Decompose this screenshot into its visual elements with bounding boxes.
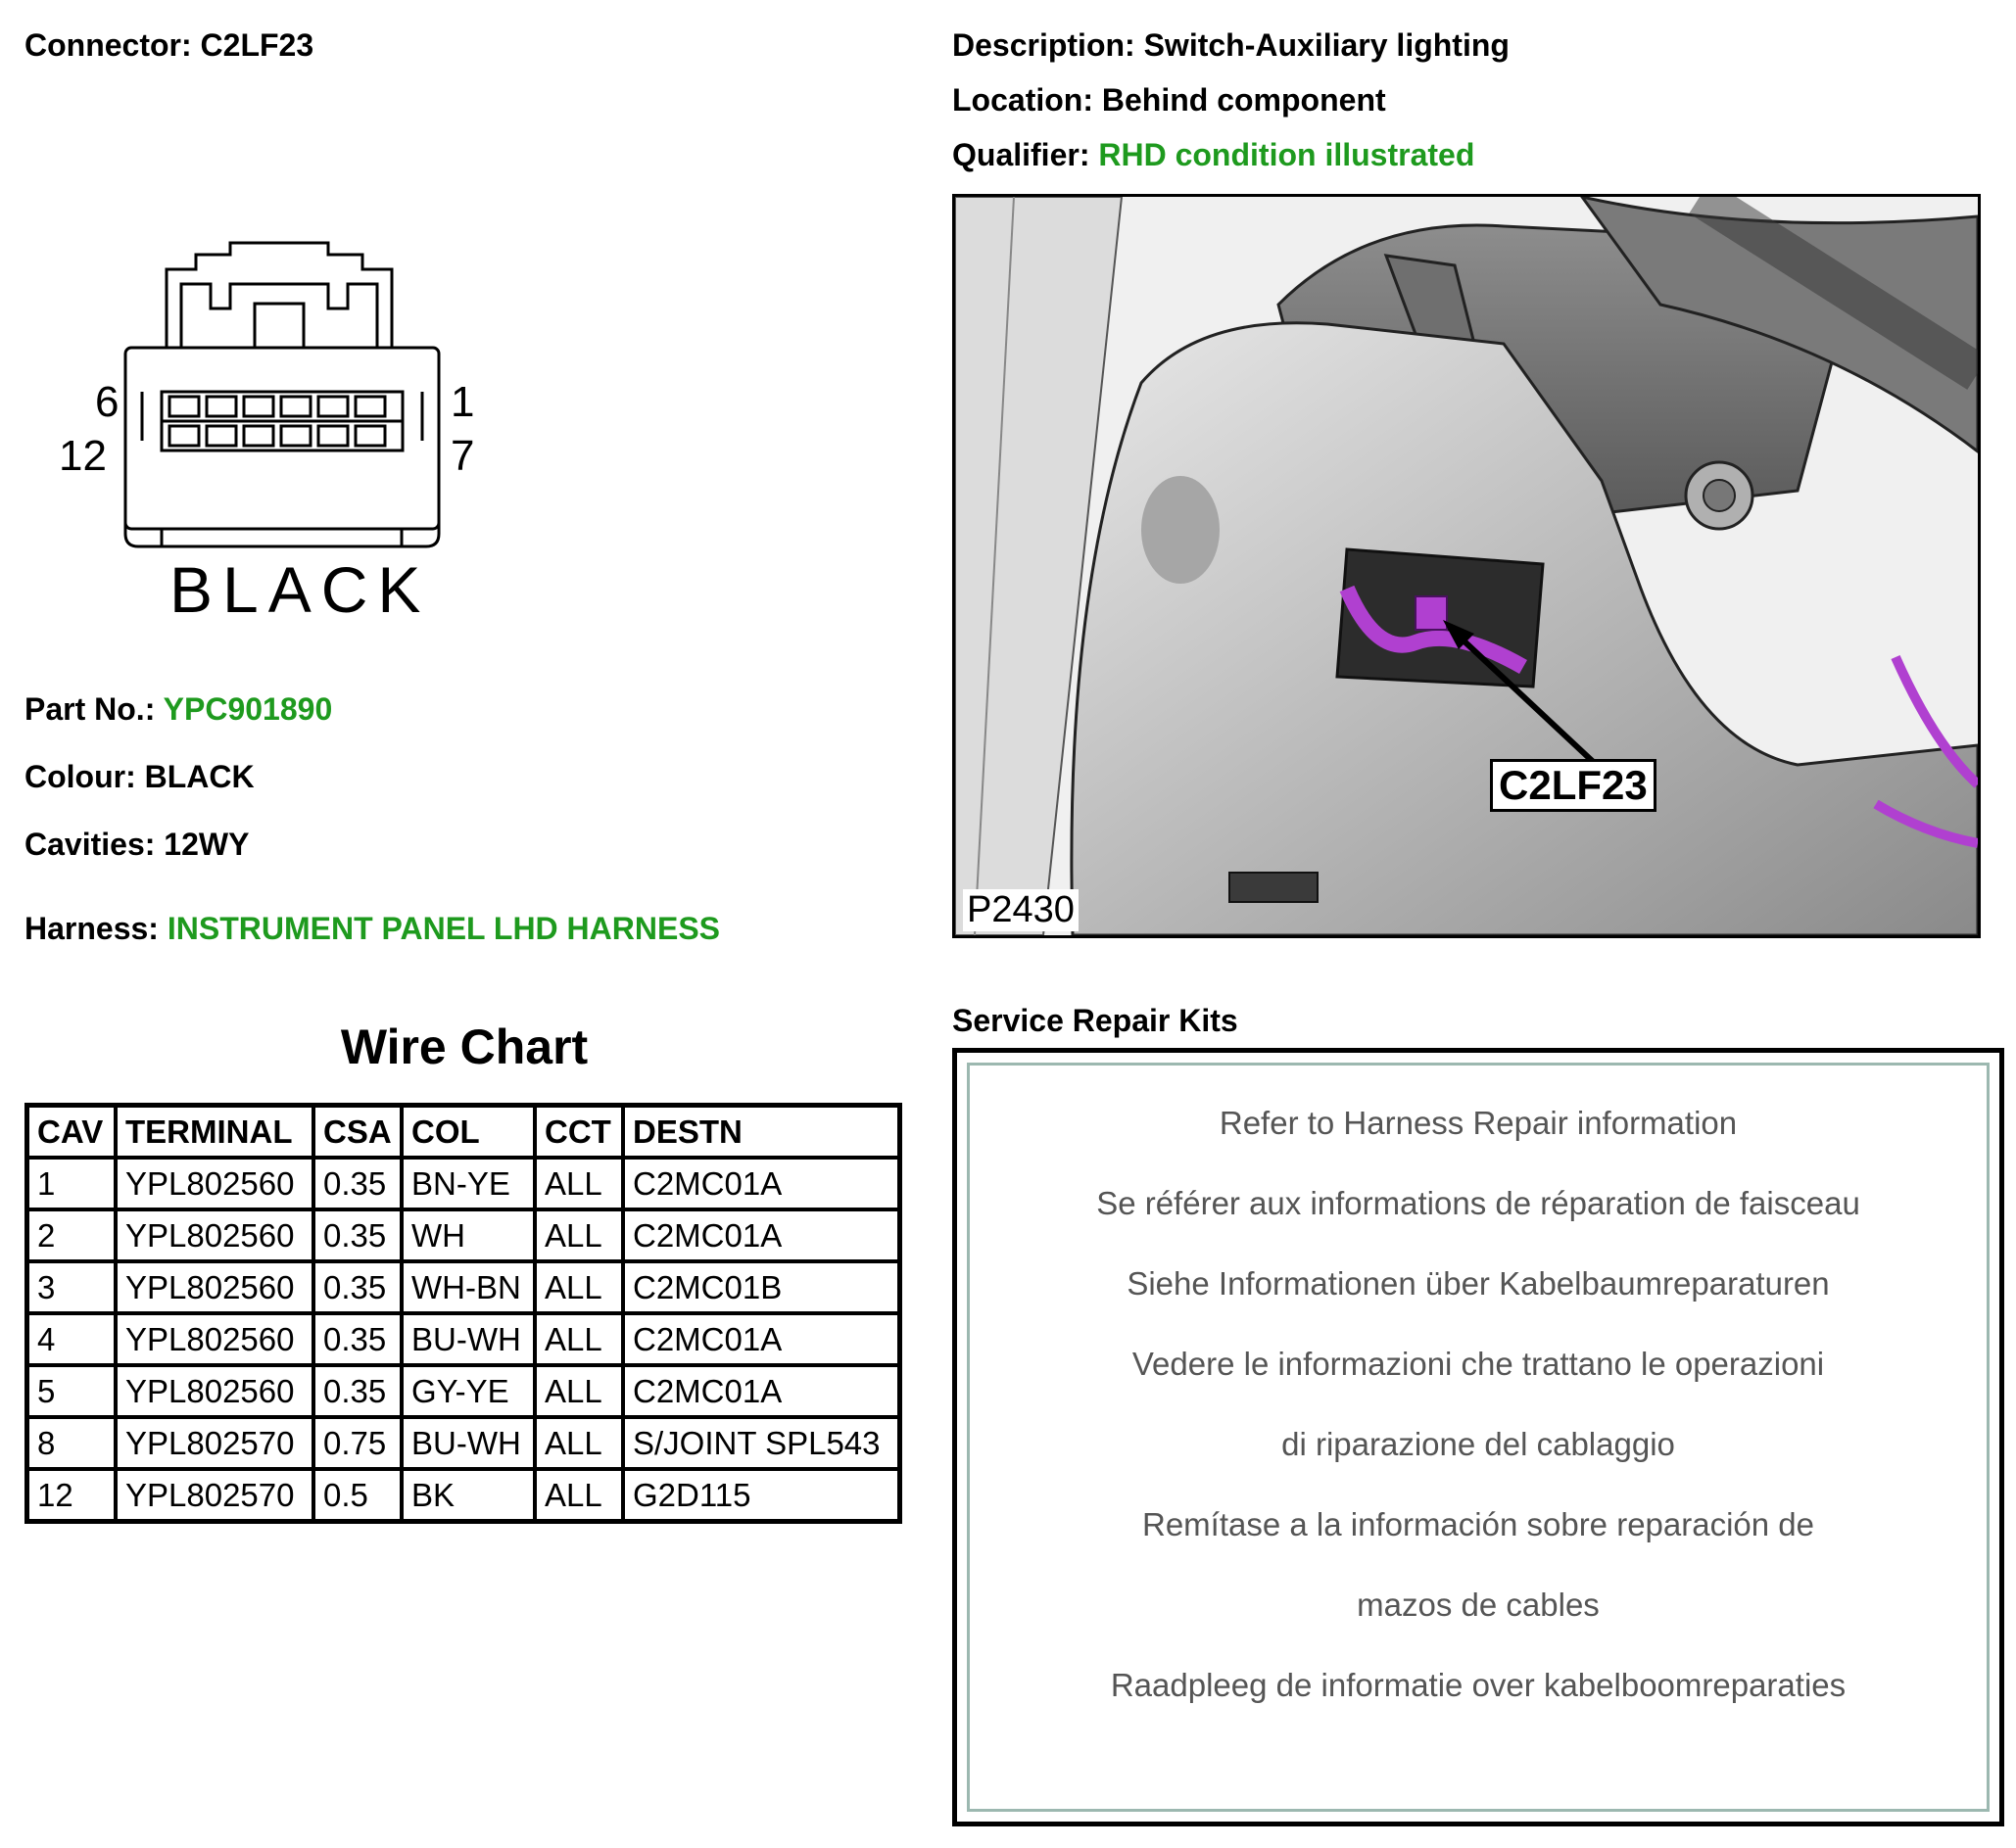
- table-row: [27, 1365, 900, 1417]
- cell-col: BK: [402, 1469, 535, 1522]
- cell-terminal: YPL802560: [116, 1158, 313, 1209]
- image-reference: P2430: [963, 889, 1079, 931]
- cavities-field: [24, 827, 249, 863]
- wire-chart-header-row: [27, 1106, 900, 1159]
- cell-col: GY-YE: [402, 1365, 535, 1417]
- pin-number-6: 6: [95, 378, 120, 426]
- cell-col: BU-WH: [402, 1417, 535, 1469]
- repair-info-it-1: Vedere le informazioni che trattano le operazioni: [1131, 1346, 1825, 1382]
- cell-cct: ALL: [535, 1209, 623, 1261]
- cell-csa: 0.35: [313, 1313, 402, 1365]
- cavities-label: Cavities:: [24, 827, 156, 862]
- callout-label: C2LF23: [1490, 759, 1656, 812]
- cell-cct: ALL: [535, 1469, 623, 1522]
- table-row: [27, 1261, 900, 1313]
- repair-info-en: Refer to Harness Repair information: [1219, 1105, 1738, 1141]
- cell-terminal: YPL802560: [116, 1365, 313, 1417]
- cell-cav: 2: [27, 1209, 117, 1261]
- cell-cav: 12: [27, 1469, 117, 1522]
- location-field: [952, 82, 1386, 118]
- colour-field: [24, 759, 255, 795]
- cell-cav: 4: [27, 1313, 117, 1365]
- cell-terminal: YPL802560: [116, 1261, 313, 1313]
- harness-value[interactable]: INSTRUMENT PANEL LHD HARNESS: [167, 911, 721, 946]
- cell-cct: ALL: [535, 1313, 623, 1365]
- pin-number-7: 7: [451, 432, 475, 480]
- cavities-value: 12WY: [164, 827, 250, 862]
- cell-col: WH: [402, 1209, 535, 1261]
- connector-face-drawing: [54, 235, 495, 627]
- harness-field: [24, 911, 720, 947]
- cell-terminal: YPL802570: [116, 1417, 313, 1469]
- pin-number-12: 12: [59, 432, 107, 480]
- repair-info-it-2: di riparazione del cablaggio: [1281, 1426, 1675, 1462]
- cell-destn: C2MC01A: [623, 1365, 900, 1417]
- table-row: [27, 1469, 900, 1522]
- connector-field: [24, 27, 313, 64]
- connector-label: Connector:: [24, 27, 192, 63]
- cell-csa: 0.35: [313, 1365, 402, 1417]
- location-value: Behind component: [1101, 82, 1386, 118]
- cell-terminal: YPL802570: [116, 1469, 313, 1522]
- wire-chart-table: [24, 1103, 902, 1524]
- cell-cct: ALL: [535, 1158, 623, 1209]
- cell-csa: 0.35: [313, 1209, 402, 1261]
- cell-terminal: YPL802560: [116, 1313, 313, 1365]
- colour-label: Colour:: [24, 759, 136, 794]
- cell-cct: ALL: [535, 1417, 623, 1469]
- repair-kits-inner-frame: [967, 1063, 1990, 1812]
- connector-colour-text: BLACK: [169, 553, 431, 626]
- cell-destn: C2MC01A: [623, 1158, 900, 1209]
- cell-cav: 8: [27, 1417, 117, 1469]
- description-field: [952, 27, 1510, 64]
- cell-destn: C2MC01A: [623, 1313, 900, 1365]
- cell-destn: G2D115: [623, 1469, 900, 1522]
- description-value: Switch-Auxiliary lighting: [1143, 27, 1510, 63]
- cell-cav: 5: [27, 1365, 117, 1417]
- header-cav: CAV: [27, 1106, 117, 1159]
- header-cct: CCT: [535, 1106, 623, 1159]
- cell-destn: S/JOINT SPL543: [623, 1417, 900, 1469]
- cell-csa: 0.35: [313, 1261, 402, 1313]
- header-destn: DESTN: [623, 1106, 900, 1159]
- repair-info-es-1: Remítase a la información sobre reparación de: [1141, 1506, 1815, 1542]
- dashboard-illustration: [955, 197, 1978, 935]
- part-no-label: Part No.:: [24, 691, 156, 727]
- cell-col: BU-WH: [402, 1313, 535, 1365]
- part-no-field: [24, 691, 332, 728]
- qualifier-value: RHD condition illustrated: [1098, 137, 1475, 172]
- cell-col: WH-BN: [402, 1261, 535, 1313]
- repair-kits-title: Service Repair Kits: [952, 1003, 1238, 1038]
- part-no-value[interactable]: YPC901890: [163, 691, 333, 727]
- table-row: [27, 1158, 900, 1209]
- header-col: COL: [402, 1106, 535, 1159]
- description-label: Description:: [952, 27, 1135, 63]
- repair-info-fr: Se référer aux informations de réparation de faisceau: [1096, 1185, 1860, 1221]
- qualifier-label: Qualifier:: [952, 137, 1090, 172]
- harness-label: Harness:: [24, 911, 159, 946]
- repair-info-nl: Raadpleeg de informatie over kabelboomreparaties: [1110, 1667, 1847, 1703]
- cell-csa: 0.75: [313, 1417, 402, 1469]
- table-row: [27, 1209, 900, 1261]
- cell-destn: C2MC01B: [623, 1261, 900, 1313]
- wire-chart-title: Wire Chart: [340, 1019, 589, 1074]
- cell-col: BN-YE: [402, 1158, 535, 1209]
- location-label: Location:: [952, 82, 1093, 118]
- cell-csa: 0.35: [313, 1158, 402, 1209]
- cell-cav: 1: [27, 1158, 117, 1209]
- connector-location-illustration: [952, 194, 1981, 938]
- repair-kits-panel: [952, 1048, 2004, 1826]
- qualifier-field: [952, 137, 1474, 173]
- cell-cav: 3: [27, 1261, 117, 1313]
- connector-value: C2LF23: [200, 27, 314, 63]
- cell-terminal: YPL802560: [116, 1209, 313, 1261]
- colour-value: BLACK: [144, 759, 255, 794]
- cell-cct: ALL: [535, 1261, 623, 1313]
- cell-cct: ALL: [535, 1365, 623, 1417]
- cell-destn: C2MC01A: [623, 1209, 900, 1261]
- repair-info-es-2: mazos de cables: [1357, 1587, 1600, 1623]
- table-row: [27, 1417, 900, 1469]
- header-terminal: TERMINAL: [116, 1106, 313, 1159]
- table-row: [27, 1313, 900, 1365]
- repair-info-de: Siehe Informationen über Kabelbaumreparaturen: [1127, 1265, 1830, 1302]
- header-csa: CSA: [313, 1106, 402, 1159]
- cell-csa: 0.5: [313, 1469, 402, 1522]
- pin-number-1: 1: [451, 378, 475, 426]
